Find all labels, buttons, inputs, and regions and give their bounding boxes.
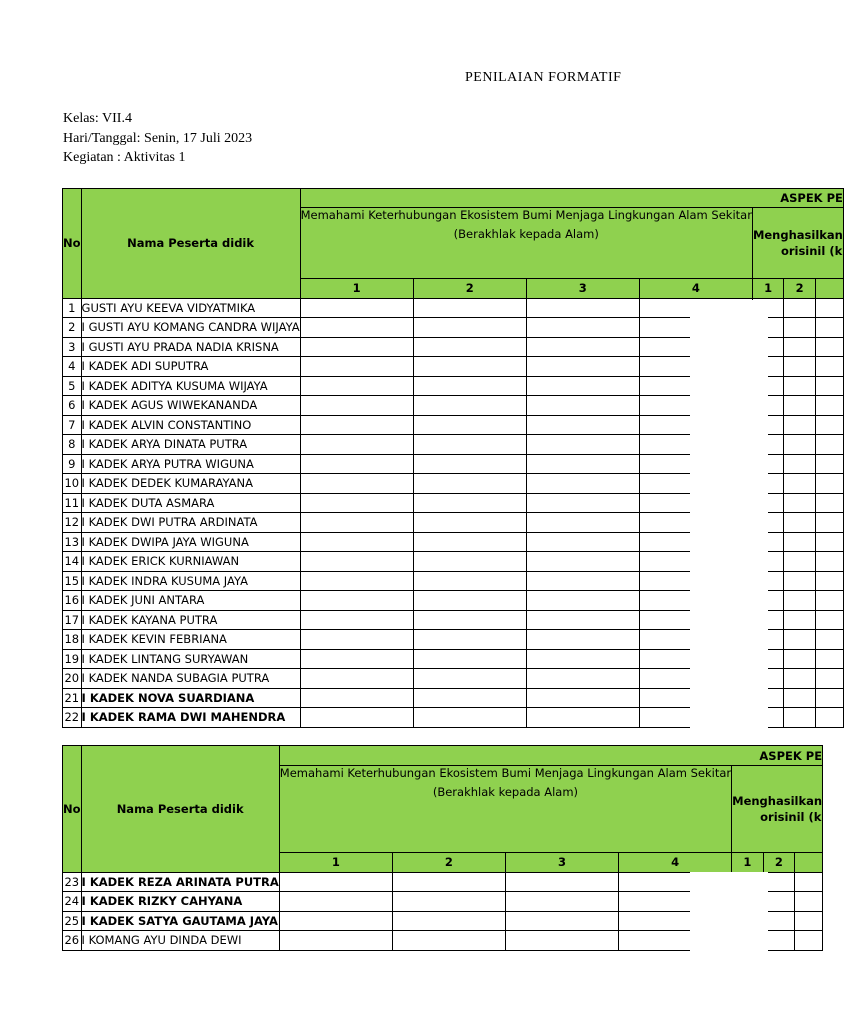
score-cell[interactable] [413, 708, 526, 728]
score-cell[interactable] [300, 708, 413, 728]
score-cell[interactable] [526, 415, 639, 435]
score-cell[interactable] [784, 669, 815, 689]
page-clip [690, 300, 768, 740]
score-cell[interactable] [392, 911, 505, 931]
score-cell[interactable] [526, 688, 639, 708]
score-cell[interactable] [815, 435, 843, 455]
score-cell[interactable] [526, 435, 639, 455]
score-cell[interactable] [300, 669, 413, 689]
criteria-number: 2 [763, 853, 794, 873]
score-cell[interactable] [815, 688, 843, 708]
score-cell[interactable] [300, 513, 413, 533]
criteria-number: 3 [526, 279, 639, 299]
character-label: (Berakhlak kepada Alam) [453, 227, 599, 241]
criteria-number: 2 [392, 853, 505, 873]
score-cell[interactable] [413, 337, 526, 357]
row-number: 20 [63, 669, 82, 689]
row-number: 19 [63, 649, 82, 669]
criteria-number: 4 [619, 853, 732, 873]
row-number: 12 [63, 513, 82, 533]
name-header: Nama Peserta didik [81, 746, 279, 873]
score-cell[interactable] [413, 415, 526, 435]
row-number: 26 [63, 931, 82, 951]
row-number: 10 [63, 474, 82, 494]
student-name: I KADEK ADI SUPUTRA [81, 357, 300, 377]
student-name: I KADEK REZA ARINATA PUTRA [81, 872, 279, 892]
criteria-number: 2 [784, 279, 815, 299]
student-name: I KOMANG AYU DINDA DEWI [81, 931, 279, 951]
row-number: 25 [63, 911, 82, 931]
criteria-number: 1 [732, 853, 763, 873]
score-cell[interactable] [300, 552, 413, 572]
row-number: 17 [63, 610, 82, 630]
score-cell[interactable] [784, 630, 815, 650]
name-header: Nama Peserta didik [81, 189, 300, 299]
score-cell[interactable] [413, 396, 526, 416]
score-cell[interactable] [300, 454, 413, 474]
score-cell[interactable] [784, 513, 815, 533]
character-label: (Berakhlak kepada Alam) [432, 785, 579, 799]
score-cell[interactable] [815, 630, 843, 650]
score-cell[interactable] [279, 892, 392, 912]
student-name: I GUSTI AYU PRADA NADIA KRISNA [81, 337, 300, 357]
producing-label: Menghasilkan [752, 228, 843, 242]
score-cell[interactable] [784, 435, 815, 455]
student-name: I KADEK DEDEK KUMARAYANA [81, 474, 300, 494]
criteria-number: 2 [413, 279, 526, 299]
score-cell[interactable] [815, 357, 843, 377]
row-number: 22 [63, 708, 82, 728]
student-name: I KADEK KEVIN FEBRIANA [81, 630, 300, 650]
score-cell[interactable] [526, 532, 639, 552]
score-cell[interactable] [815, 669, 843, 689]
score-cell[interactable] [413, 435, 526, 455]
score-cell[interactable] [413, 318, 526, 338]
score-cell[interactable] [526, 513, 639, 533]
score-cell[interactable] [784, 318, 815, 338]
score-cell[interactable] [413, 532, 526, 552]
row-number: 4 [63, 357, 82, 377]
student-name: I KADEK NANDA SUBAGIA PUTRA [81, 669, 300, 689]
score-cell[interactable] [505, 872, 618, 892]
date-info: Hari/Tanggal: Senin, 17 Juli 2023 [63, 131, 253, 146]
score-cell[interactable] [392, 892, 505, 912]
score-cell[interactable] [526, 649, 639, 669]
score-cell[interactable] [413, 513, 526, 533]
row-number: 21 [63, 688, 82, 708]
row-number: 11 [63, 493, 82, 513]
producing-label: Menghasilkan [732, 794, 823, 808]
student-name: I KADEK RAMA DWI MAHENDRA [81, 708, 300, 728]
score-cell[interactable] [815, 376, 843, 396]
understanding-header [279, 766, 731, 853]
row-number: 5 [63, 376, 82, 396]
score-cell[interactable] [300, 649, 413, 669]
row-number: 16 [63, 591, 82, 611]
row-number: 8 [63, 435, 82, 455]
activity-info: Kegiatan : Aktivitas 1 [63, 150, 186, 165]
score-cell[interactable] [526, 454, 639, 474]
score-cell[interactable] [505, 892, 618, 912]
student-name: I KADEK LINTANG SURYAWAN [81, 649, 300, 669]
score-cell[interactable] [815, 415, 843, 435]
score-cell[interactable] [300, 318, 413, 338]
row-number: 13 [63, 532, 82, 552]
score-cell[interactable] [784, 591, 815, 611]
score-cell[interactable] [413, 571, 526, 591]
student-name: I GUSTI AYU KOMANG CANDRA WIJAYA [81, 318, 300, 338]
score-cell[interactable] [413, 474, 526, 494]
student-name: I KADEK DWI PUTRA ARDINATA [81, 513, 300, 533]
score-cell[interactable] [784, 337, 815, 357]
score-cell[interactable] [784, 493, 815, 513]
score-cell[interactable] [526, 376, 639, 396]
score-cell[interactable] [784, 357, 815, 377]
score-cell[interactable] [413, 688, 526, 708]
score-cell[interactable] [413, 649, 526, 669]
producing-header [732, 766, 823, 853]
score-cell[interactable] [815, 493, 843, 513]
score-cell[interactable] [300, 474, 413, 494]
score-cell[interactable] [815, 474, 843, 494]
student-name: I KADEK JUNI ANTARA [81, 591, 300, 611]
aspect-header: ASPEK PE [300, 189, 843, 208]
student-name: I KADEK ADITYA KUSUMA WIJAYA [81, 376, 300, 396]
score-cell[interactable] [413, 298, 526, 318]
score-cell[interactable] [815, 591, 843, 611]
score-cell[interactable] [795, 911, 823, 931]
score-cell[interactable] [784, 688, 815, 708]
score-cell[interactable] [526, 337, 639, 357]
student-name: I KADEK ALVIN CONSTANTINO [81, 415, 300, 435]
score-cell[interactable] [795, 872, 823, 892]
score-cell[interactable] [526, 552, 639, 572]
student-name: I KADEK SATYA GAUTAMA JAYA [81, 911, 279, 931]
score-cell[interactable] [815, 318, 843, 338]
row-number: 23 [63, 872, 82, 892]
score-cell[interactable] [300, 376, 413, 396]
score-cell[interactable] [300, 532, 413, 552]
score-cell[interactable] [815, 396, 843, 416]
score-cell[interactable] [815, 298, 843, 318]
score-cell[interactable] [413, 376, 526, 396]
student-name: I KADEK ARYA PUTRA WIGUNA [81, 454, 300, 474]
score-cell[interactable] [526, 591, 639, 611]
score-cell[interactable] [526, 298, 639, 318]
score-cell[interactable] [795, 931, 823, 951]
score-cell[interactable] [526, 708, 639, 728]
row-number: 18 [63, 630, 82, 650]
criteria-number: 4 [639, 279, 752, 299]
criteria-number-blank [815, 279, 843, 299]
class-info: Kelas: VII.4 [63, 111, 132, 126]
score-cell[interactable] [300, 630, 413, 650]
score-cell[interactable] [815, 571, 843, 591]
score-cell[interactable] [784, 415, 815, 435]
score-cell[interactable] [413, 669, 526, 689]
row-number: 2 [63, 318, 82, 338]
score-cell[interactable] [526, 318, 639, 338]
score-cell[interactable] [815, 337, 843, 357]
row-number: 7 [63, 415, 82, 435]
score-cell[interactable] [784, 532, 815, 552]
student-name: I KADEK DWIPA JAYA WIGUNA [81, 532, 300, 552]
student-name: I KADEK AGUS WIWEKANANDA [81, 396, 300, 416]
score-cell[interactable] [505, 911, 618, 931]
score-cell[interactable] [413, 357, 526, 377]
score-cell[interactable] [300, 688, 413, 708]
score-cell[interactable] [279, 911, 392, 931]
score-cell[interactable] [300, 493, 413, 513]
score-cell[interactable] [300, 298, 413, 318]
understanding-label: Memahami Keterhubungan Ekosistem Bumi Menjaga Lingkungan Alam Sekitar [300, 208, 752, 222]
score-cell[interactable] [300, 396, 413, 416]
row-number: 24 [63, 892, 82, 912]
score-cell[interactable] [413, 630, 526, 650]
score-cell[interactable] [815, 552, 843, 572]
score-cell[interactable] [413, 591, 526, 611]
score-cell[interactable] [279, 931, 392, 951]
student-name: I KADEK NOVA SUARDIANA [81, 688, 300, 708]
score-cell[interactable] [784, 571, 815, 591]
understanding-header [300, 208, 752, 279]
score-cell[interactable] [815, 708, 843, 728]
row-number: 15 [63, 571, 82, 591]
score-cell[interactable] [300, 591, 413, 611]
score-cell[interactable] [392, 931, 505, 951]
row-number: 14 [63, 552, 82, 572]
score-cell[interactable] [784, 708, 815, 728]
producing-header [752, 208, 843, 279]
score-cell[interactable] [526, 669, 639, 689]
score-cell[interactable] [300, 357, 413, 377]
score-cell[interactable] [526, 610, 639, 630]
understanding-label: Memahami Keterhubungan Ekosistem Bumi Menjaga Lingkungan Alam Sekitar [279, 766, 732, 780]
student-name: I KADEK ARYA DINATA PUTRA [81, 435, 300, 455]
student-name: I KADEK KAYANA PUTRA [81, 610, 300, 630]
score-cell[interactable] [815, 454, 843, 474]
row-number: 6 [63, 396, 82, 416]
score-cell[interactable] [300, 610, 413, 630]
score-cell[interactable] [784, 298, 815, 318]
score-cell[interactable] [526, 493, 639, 513]
score-cell[interactable] [815, 649, 843, 669]
criteria-number: 1 [279, 853, 392, 873]
score-cell[interactable] [300, 435, 413, 455]
page-clip-2 [690, 872, 768, 1024]
criteria-number: 3 [505, 853, 618, 873]
row-number: 9 [63, 454, 82, 474]
page-title: PENILAIAN FORMATIF [465, 70, 622, 85]
score-cell[interactable] [300, 337, 413, 357]
score-cell[interactable] [505, 931, 618, 951]
student-name: I KADEK DUTA ASMARA [81, 493, 300, 513]
score-cell[interactable] [815, 610, 843, 630]
score-cell[interactable] [392, 872, 505, 892]
score-cell[interactable] [413, 552, 526, 572]
score-cell[interactable] [815, 513, 843, 533]
producing-label-2: orisinil (k [760, 810, 822, 824]
student-name: I KADEK RIZKY CAHYANA [81, 892, 279, 912]
student-name: I KADEK INDRA KUSUMA JAYA [81, 571, 300, 591]
student-name: GUSTI AYU KEEVA VIDYATMIKA [81, 298, 300, 318]
score-cell[interactable] [413, 493, 526, 513]
criteria-number: 1 [752, 279, 783, 299]
score-cell[interactable] [413, 454, 526, 474]
score-cell[interactable] [413, 610, 526, 630]
score-cell[interactable] [784, 376, 815, 396]
score-cell[interactable] [784, 552, 815, 572]
score-cell[interactable] [526, 571, 639, 591]
no-header: No [63, 189, 82, 299]
score-cell[interactable] [784, 610, 815, 630]
student-name: I KADEK ERICK KURNIAWAN [81, 552, 300, 572]
producing-label-2: orisinil (k [780, 244, 843, 258]
row-number: 3 [63, 337, 82, 357]
score-cell[interactable] [784, 474, 815, 494]
row-number: 1 [63, 298, 82, 318]
criteria-number: 1 [300, 279, 413, 299]
score-cell[interactable] [526, 474, 639, 494]
score-cell[interactable] [526, 396, 639, 416]
criteria-number-blank [795, 853, 823, 873]
score-cell[interactable] [784, 396, 815, 416]
score-cell[interactable] [795, 892, 823, 912]
score-cell[interactable] [526, 630, 639, 650]
score-cell[interactable] [300, 571, 413, 591]
score-cell[interactable] [279, 872, 392, 892]
score-cell[interactable] [784, 454, 815, 474]
score-cell[interactable] [526, 357, 639, 377]
aspect-header: ASPEK PE [279, 746, 822, 766]
no-header: No [63, 746, 82, 873]
score-cell[interactable] [815, 532, 843, 552]
score-cell[interactable] [300, 415, 413, 435]
score-cell[interactable] [784, 649, 815, 669]
